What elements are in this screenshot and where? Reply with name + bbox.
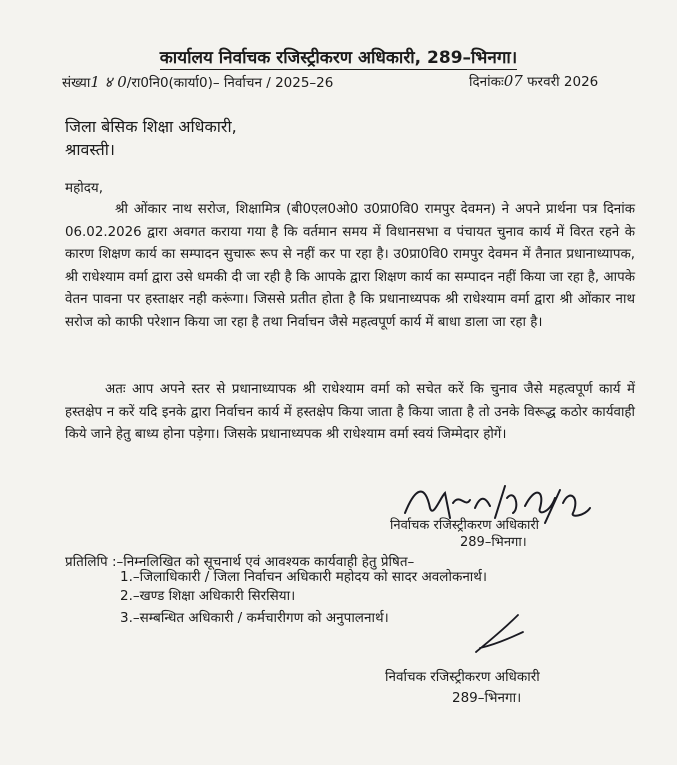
reference-number: संख्या1 ४ 0/रा0नि0(कार्या0)– निर्वाचन / 2025–26 [62, 73, 334, 91]
addressee-line-1: जिला बेसिक शिक्षा अधिकारी, [65, 117, 237, 136]
copy-to-item: 1.–जिलाधिकारी / जिला निर्वाचन अधिकारी महोदय को सादर अवलोकनार्थ। [120, 569, 488, 585]
body-paragraph-2: अतः आप अपने स्तर से प्रधानाध्यापक श्री राधेश्याम वर्मा को सचेत करें कि चुनाव जैसे महत्वपूर्ण कार्य में हस्तक्षेप न करें यदि इनके द्वारा निर्वाचन कार्य में हस्तक्षेप किया जाता है किया जाता है तो उनके विरूद्ध कठोर कार्यवाही किये जाने हेतु बाध्य होना पड़ेगा। जिसके प्रधानाध्यपक श्री राधेश्याम वर्मा स्वयं जिम्मेदार होगें। [65, 382, 635, 442]
handwritten-signature-2 [468, 610, 528, 660]
addressee-line-2: श्रावस्ती। [65, 140, 115, 159]
salutation: महोदय, [65, 180, 104, 196]
copy-to-heading: प्रतिलिपि :–निम्नलिखित को सूचनार्थ एवं आवश्यक कार्यवाही हेतु प्रेषित– [65, 554, 415, 570]
signature-1-constituency: 289–भिनगा। [460, 535, 527, 550]
body-paragraph-1: श्री ओंकार नाथ सरोज, शिक्षामित्र (बी0एल0ओ0 उ0प्रा0वि0 रामपुर देवमन) ने अपने प्रार्थना पत्र दिनांक 06.02.2026 द्वारा अवगत कराया गया है कि वर्तमान समय में विधानसभा व पंचायत चुनाव कार्य में विरत रहने के कारण शिक्षण कार्य का सम्पादन सुचारू रूप से नहीं कर पा रहा है। उ0प्रा0वि0 रामपुर देवमन में तैनात प्रधानाध्यापक, श्री राधेश्याम वर्मा द्वारा उसे धमकी दी जा रही है कि आपके द्वारा शिक्षण कार्य का सम्पादन नहीं किया जा रहा है, आपके वेतन पावना पर हस्ताक्षर नही करूंगा। जिससे प्रतीत होता है कि प्रधानाध्यपक श्री राधेश्याम वर्मा द्वारा श्री ओंकार नाथ सरोज को काफी परेशान किया जा रहा है तथा निर्वाचन जैसे महत्वपूर्ण कार्य में बाधा डाला जा रहा है। [65, 202, 635, 330]
handwritten-number: 1 ४ 0 [90, 73, 127, 91]
letter-date: दिनांकः07 फरवरी 2026 [469, 72, 599, 90]
signature-2-designation: निर्वाचक रजिस्ट्रीकरण अधिकारी [385, 669, 540, 685]
handwritten-day: 07 [503, 72, 523, 90]
signature-1-designation: निर्वाचक रजिस्ट्रीकरण अधिकारी [390, 518, 540, 533]
copy-to-item: 3.–सम्बन्धित अधिकारी / कर्मचारीगण को अनुपालनार्थ। [120, 610, 389, 626]
signature-2-constituency: 289–भिनगा। [452, 690, 522, 706]
office-title: कार्यालय निर्वाचक रजिस्ट्रीकरण अधिकारी, 289–भिनगा। [159, 48, 518, 68]
copy-to-item: 2.–खण्ड शिक्षा अधिकारी सिरसिया। [120, 588, 296, 604]
